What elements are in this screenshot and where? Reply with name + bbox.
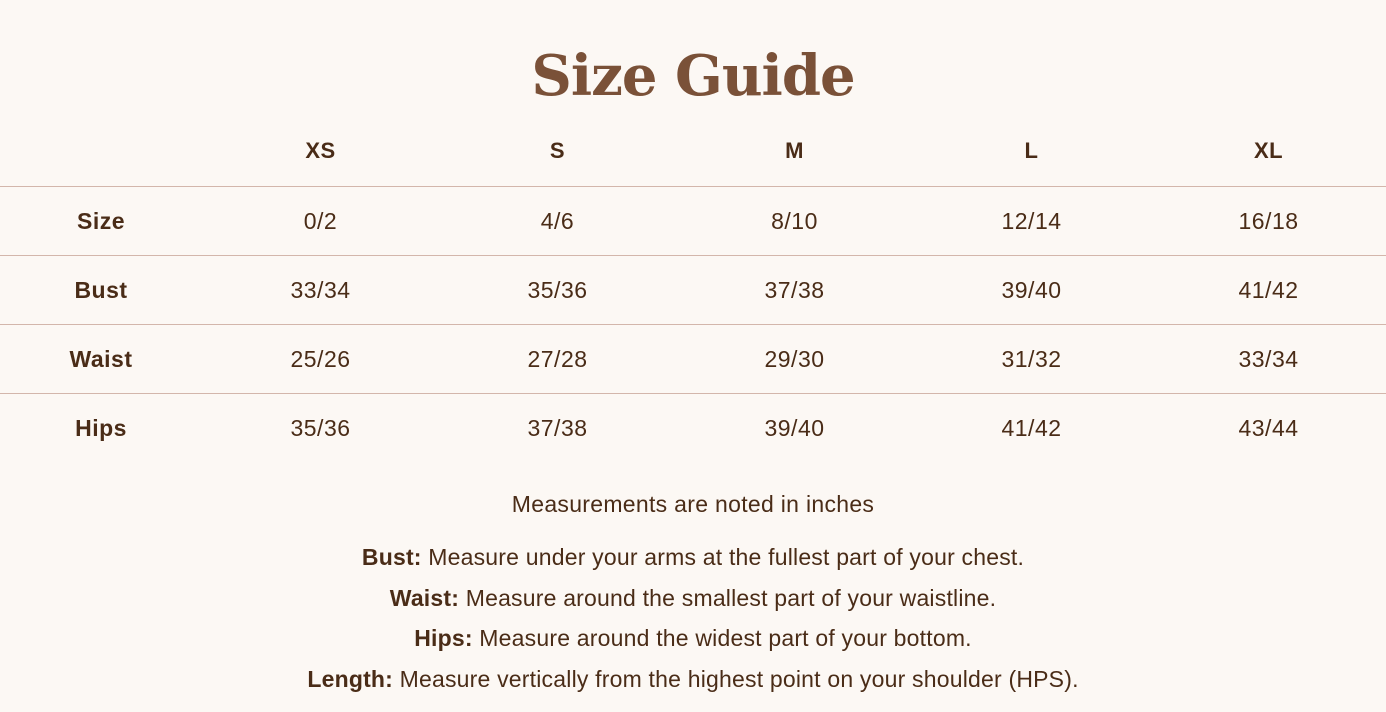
header-s: S	[549, 138, 566, 163]
table-cell: 41/42	[1001, 414, 1062, 441]
table-cell: 16/18	[1238, 207, 1299, 234]
table-cell: 41/42	[1238, 276, 1299, 303]
header-l: L	[1024, 138, 1039, 163]
table-cell: 35/36	[527, 276, 588, 303]
header-xs: XS	[305, 138, 336, 163]
guide-item-waist	[0, 578, 1386, 619]
table-cell: 12/14	[1001, 207, 1062, 234]
guide-item-hips	[0, 618, 1386, 659]
guide-text: Measure around the widest part of your bottom.	[472, 625, 972, 652]
row-label-waist: Waist	[69, 345, 133, 372]
page-title: Size Guide	[531, 42, 855, 109]
table-cell: 0/2	[303, 207, 338, 234]
measurement-guide	[0, 537, 1386, 700]
table-cell: 37/38	[764, 276, 825, 303]
header-corner	[0, 116, 202, 187]
row-label-bust: Bust	[74, 276, 128, 303]
measurement-note: Measurements are noted in inches	[511, 491, 875, 517]
row-label-hips: Hips	[75, 414, 127, 441]
guide-item-bust	[0, 537, 1386, 578]
table-cell: 29/30	[764, 345, 825, 372]
guide-text: Measure around the smallest part of your waistline.	[459, 584, 997, 611]
table-cell: 43/44	[1238, 414, 1299, 441]
guide-term: Bust:	[361, 544, 422, 570]
table-cell: 39/40	[1001, 276, 1062, 303]
table-row	[0, 394, 1386, 463]
row-label-size: Size	[76, 207, 126, 234]
header-m: M	[785, 138, 804, 163]
table-cell: 33/34	[290, 276, 351, 303]
guide-term: Length:	[307, 666, 394, 693]
table-cell: 31/32	[1001, 345, 1062, 372]
guide-term: Hips:	[414, 625, 473, 652]
guide-text: Measure vertically from the highest point on your shoulder (HPS).	[393, 666, 1079, 693]
size-header-row	[0, 116, 1386, 187]
table-row	[0, 325, 1386, 394]
table-cell: 27/28	[527, 345, 588, 372]
guide-item-length	[0, 659, 1386, 700]
table-cell: 35/36	[290, 414, 351, 441]
size-table	[0, 116, 1386, 462]
header-xl: XL	[1253, 138, 1284, 163]
table-row	[0, 256, 1386, 325]
table-cell: 33/34	[1238, 345, 1299, 372]
table-cell: 25/26	[290, 345, 351, 372]
guide-text: Measure under your arms at the fullest part of your chest.	[421, 544, 1025, 570]
table-cell: 37/38	[527, 414, 588, 441]
table-cell: 4/6	[540, 207, 575, 234]
guide-term: Waist:	[389, 584, 460, 611]
table-cell: 8/10	[771, 207, 818, 234]
table-row	[0, 187, 1386, 256]
table-cell: 39/40	[764, 414, 825, 441]
